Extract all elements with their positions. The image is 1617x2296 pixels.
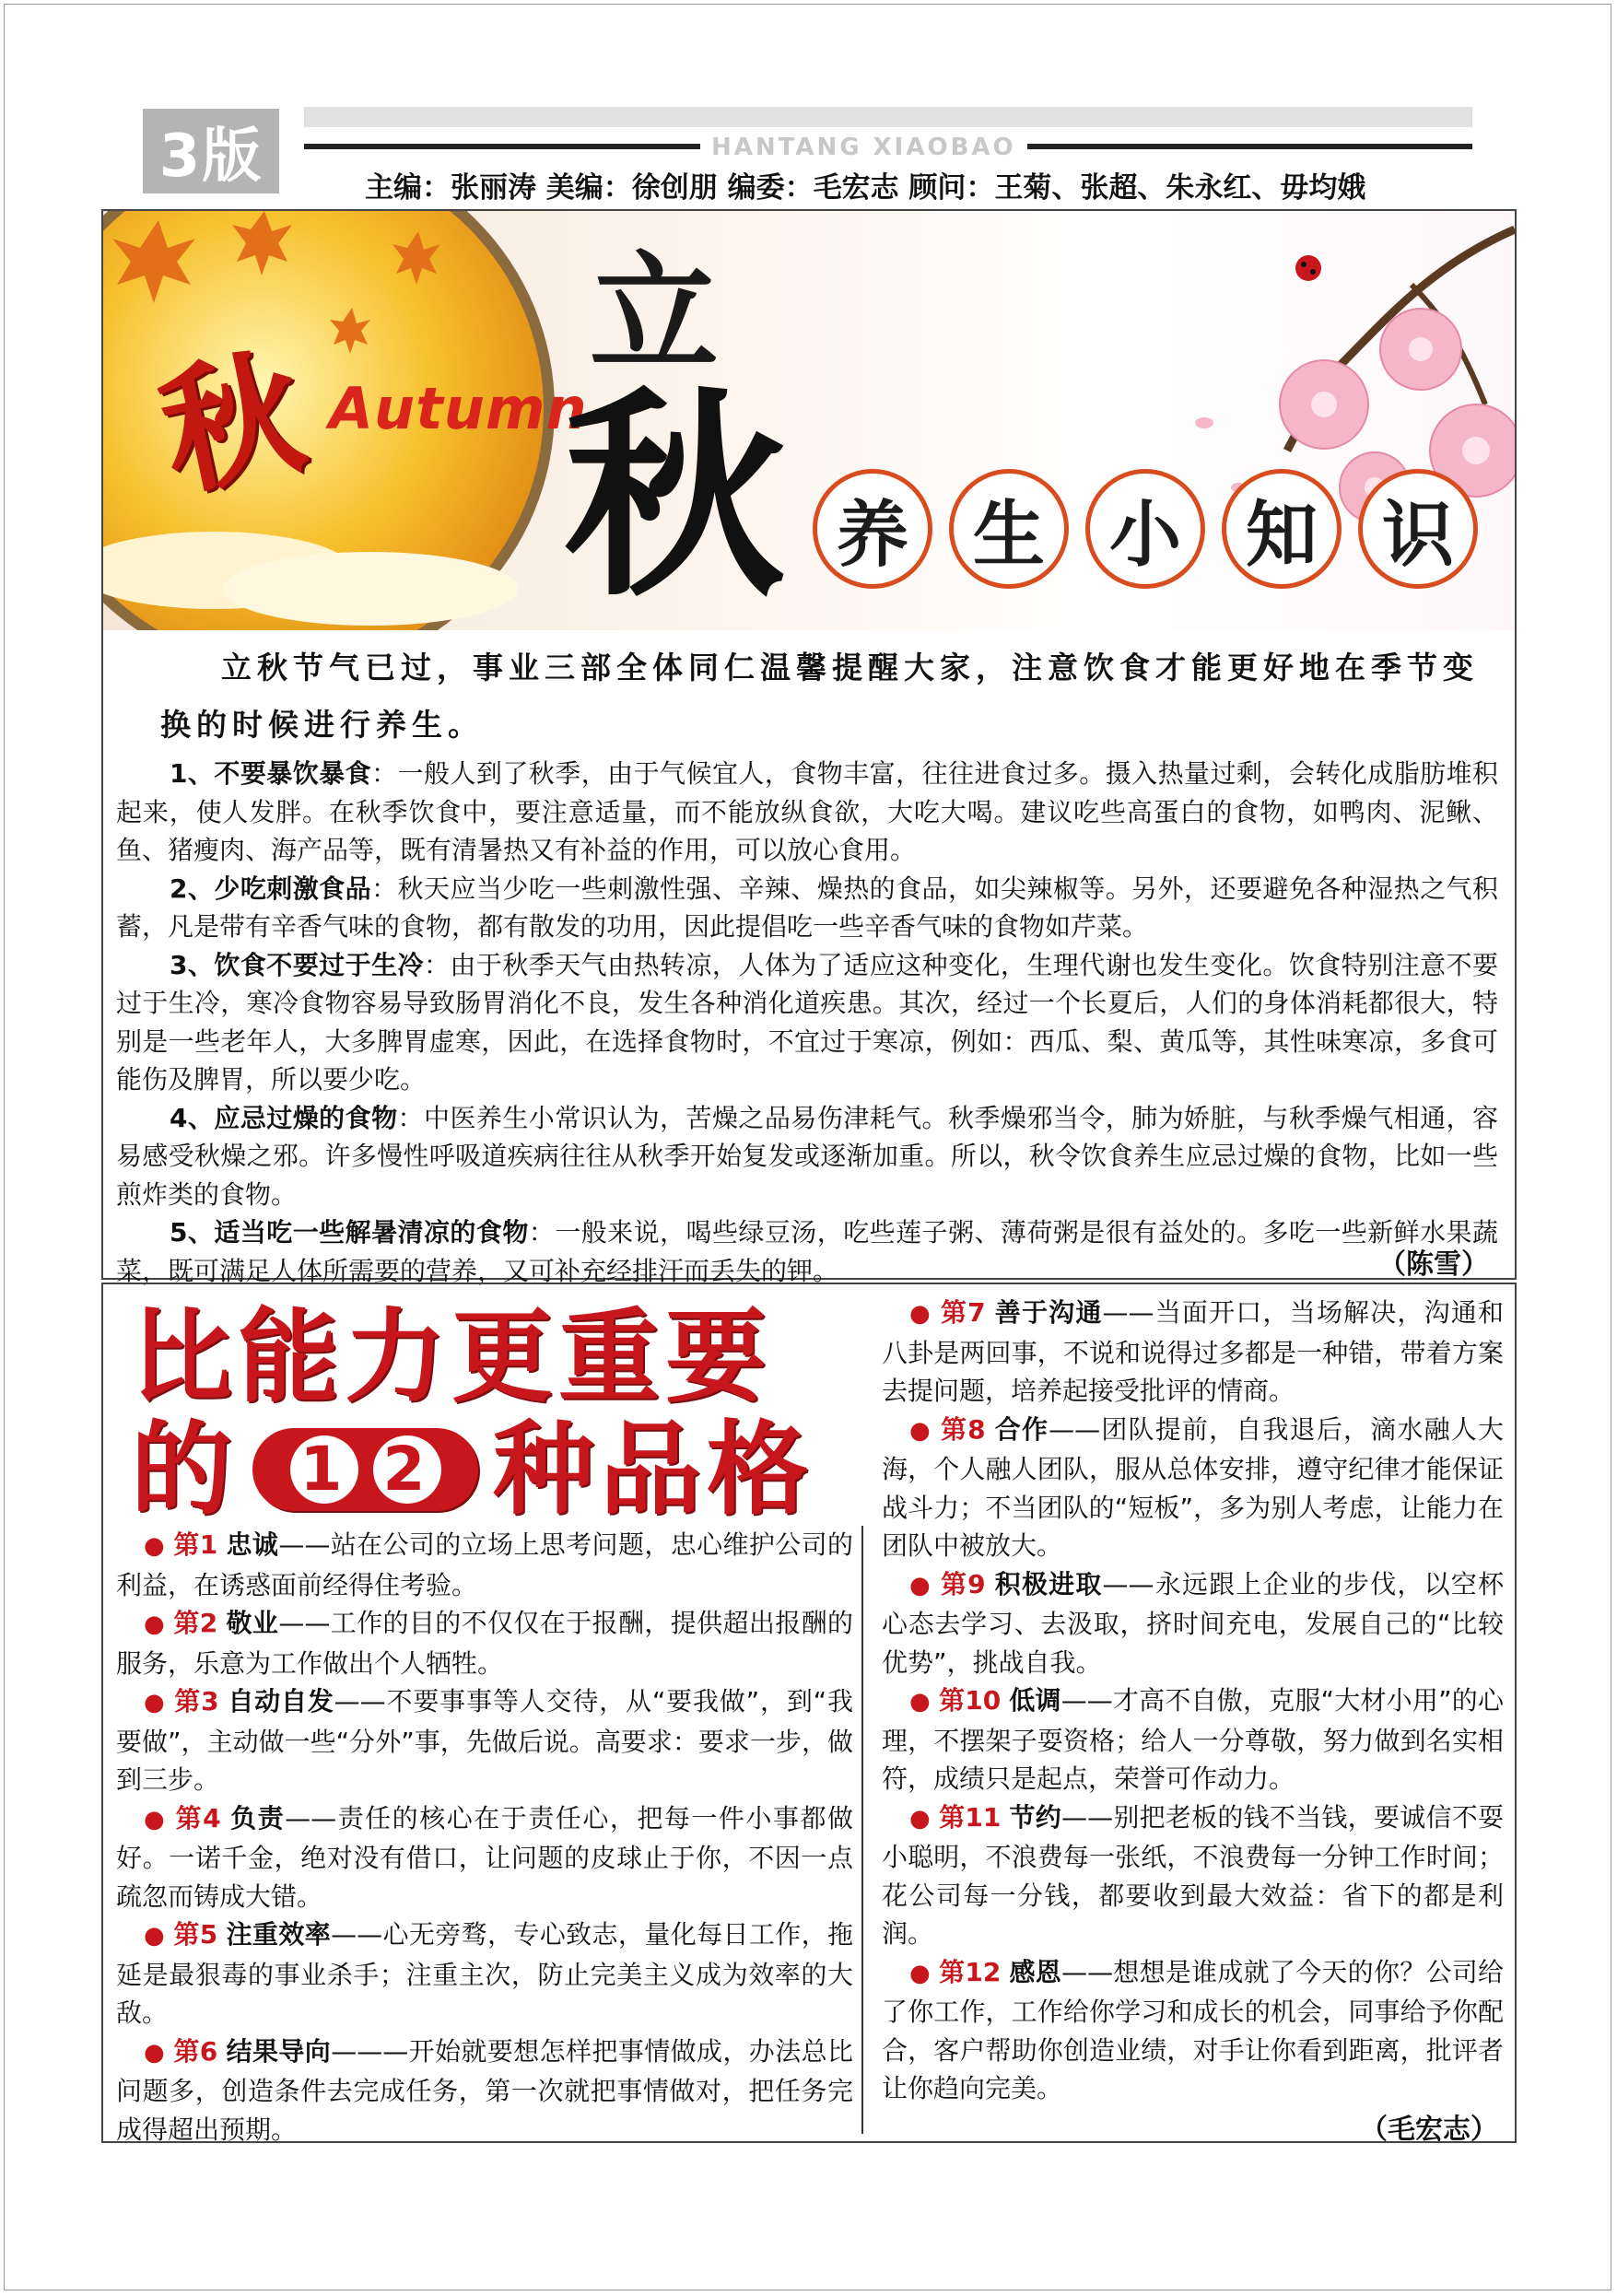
autumn-calligraphy: 秋 [147, 330, 317, 518]
virtues-title-line1: 比能力更重要 [131, 1298, 772, 1416]
virtue-item: ● 第6 结果导向———开始就要想怎样把事情做成，办法总比问题多，创造条件去完成任务，第一次就把事情做对，把任务完成得超出预期。 [116, 2035, 854, 2145]
tips-list [116, 755, 1498, 1290]
virtue-item: ● 第9 积极进取——永远跟上企业的步伐，以空杯心态去学习、去汲取，挤时间充电，发展自己的“比较优势”，挑战自我。 [882, 1568, 1504, 1678]
bullet-icon: ● [909, 1688, 931, 1716]
column-divider [861, 1526, 863, 2134]
bullet-icon: ● [144, 1805, 167, 1833]
bullet-icon: ● [909, 1571, 932, 1599]
header-rule-grey [304, 107, 1472, 127]
credits-line: 主编：张丽涛 美编：徐创朋 编委：毛宏志 顾问：王菊、张超、朱永红、毋均娥 [365, 171, 1366, 205]
bullet-icon: ● [909, 1804, 931, 1833]
bullet-icon: ● [144, 1611, 166, 1638]
virtues-article [101, 1283, 1517, 2146]
virtue-item: ● 第3 自动自发——不要事事等人交待，从“要我做”，到“我要做”，主动做一些“分外”事，先做后说。高要求：要求一步，做到三步。 [116, 1686, 854, 1795]
autumn-banner [103, 211, 1515, 630]
masthead: HANTANG XIAOBAO [700, 132, 1027, 163]
virtues-left-column [116, 1526, 853, 2149]
subtitle-char: 知 [1222, 469, 1342, 589]
bullet-icon: ● [144, 1922, 166, 1950]
article2-author: （毛宏志） [1360, 2114, 1498, 2146]
edition-label: 3版 [143, 109, 279, 193]
bullet-icon: ● [909, 1959, 931, 1987]
banner-title-li: 立 [590, 239, 720, 390]
article-intro: 立秋节气已过，事业三部全体同仁温馨提醒大家，注意饮食才能更好地在季节变换的时候进行养生。 [160, 650, 1479, 743]
tip-paragraph: 3、饮食不要过于生冷：由于秋季天气由热转凉，人体为了适应这种变化，生理代谢也发生变化。饮食特别注意不要过于生冷，寒冷食物容易导致肠胃消化不良，发生各种消化道疾患。其次，经过一个长夏后，人们的身体消耗都很大，特别是一些老年人，大多脾胃虚寒，因此，在选择食物时，不宜过于寒凉，例如：西瓜、梨、黄瓜等，其性味寒凉，多食可能伤及脾胃，所以要少吃。 [116, 949, 1498, 1095]
number-12-badge: 1 2 [252, 1428, 478, 1511]
banner-title-qiu: 秋 [564, 367, 786, 627]
tip-paragraph: 4、应忌过燥的食物：中医养生小常识认为，苦燥之品易伤津耗气。秋季燥邪当令，肺为娇脏，与秋季燥气相通，容易感受秋燥之邪。许多慢性呼吸道疾病往往从秋季开始复发或逐渐加重。所以，秋令饮食养生应忌过燥的食物，比如一些煎炸类的食物。 [116, 1102, 1499, 1210]
autumn-article [101, 209, 1517, 1286]
virtue-item: ● 第10 低调——才高不自傲，克服“大材小用”的心理，不摆架子耍资格；给人一分尊敬，努力做到名实相符，成绩只是起点，荣誉可作动力。 [882, 1685, 1505, 1794]
tip-paragraph: 2、少吃刺激食品：秋天应当少吃一些刺激性强、辛辣、燥热的食品，如尖辣椒等。另外，还要避免各种湿热之气积蓄，凡是带有辛香气味的食物，都有散发的功用，因此提倡吃一些辛香气味的食物如芹菜。 [116, 873, 1498, 942]
virtues-title-line2: 的 1 2 种品格 [131, 1411, 814, 1529]
virtue-item: ● 第5 注重效率——心无旁骛，专心致志，量化每日工作，拖延是最狠毒的事业杀手；注重主次，防止完美主义成为效率的大敌。 [116, 1919, 854, 2028]
virtue-item: ● 第8 合作——团队提前，自我退后，滴水融人大海，个人融人团队，服从总体安排，遵守纪律才能保证战斗力；不当团队的“短板”，多为别人考虑，让能力在团队中被放大。 [882, 1413, 1505, 1561]
virtue-item: ● 第1 忠诚——站在公司的立场上思考问题，忠心维护公司的利益，在诱惑面前经得住考验。 [116, 1529, 854, 1600]
bullet-icon: ● [144, 1689, 166, 1716]
subtitle-char: 小 [1085, 469, 1205, 589]
bullet-icon: ● [144, 1532, 166, 1560]
article1-author: （陈雪） [1378, 1248, 1489, 1281]
virtue-item: ● 第2 敬业——工作的目的不仅仅在于报酬，提供超出报酬的服务，乐意为工作做出个人牺牲。 [116, 1608, 854, 1679]
tip-paragraph: 1、不要暴饮暴食：一般人到了秋季，由于气候宜人，食物丰富，往往进食过多。摄入热量过剩，会转化成脂肪堆积起来，使人发胖。在秋季饮食中，要注意适量，而不能放纵食欲，大吃大喝。建议吃些高蛋白的食物，如鸭肉、泥鳅、鱼、猪瘦肉、海产品等，既有清暑热又有补益的作用，可以放心食用。 [116, 758, 1498, 865]
cloud [223, 552, 518, 626]
bullet-icon: ● [909, 1300, 932, 1328]
virtue-item: ● 第7 善于沟通——当面开口，当场解决，沟通和八卦是两回事，不说和说得过多都是一种错，带着方案去提问题，培养起接受批评的情商。 [882, 1297, 1504, 1406]
subtitle-char: 养 [813, 469, 932, 589]
bullet-icon: ● [909, 1416, 932, 1445]
tip-paragraph: 5、适当吃一些解暑清凉的食物：一般来说，喝些绿豆汤，吃些莲子粥、薄荷粥是很有益处的。多吃一些新鲜水果蔬菜，既可满足人体所需要的营养，又可补充经排汗而丢失的钾。 [116, 1217, 1499, 1286]
autumn-word: Autumn [329, 375, 588, 442]
virtue-item: ● 第4 负责——责任的核心在于责任心，把每一件小事都做好。一诺千金，绝对没有借口，让问题的皮球止于你，不因一点疏忽而铸成大错。 [116, 1802, 853, 1912]
virtues-right-column [882, 1294, 1504, 2108]
bullet-icon: ● [144, 2038, 166, 2067]
ladybug-icon [1295, 255, 1321, 281]
banner-subtitle [813, 469, 1478, 589]
subtitle-char: 识 [1358, 469, 1478, 589]
virtue-item: ● 第11 节约——别把老板的钱不当钱，要诚信不耍小聪明，不浪费每一张纸，不浪费每一分钟工作时间；花公司每一分钱，都要收到最大效益：省下的都是利润。 [882, 1801, 1504, 1949]
subtitle-char: 生 [949, 469, 1069, 589]
virtue-item: ● 第12 感恩——想想是谁成就了今天的你？公司给了你工作，工作给你学习和成长的机会，同事给予你配合，客户帮助你创造业绩，对手让你看到距离，批评者让你趋向完美。 [882, 1956, 1504, 2103]
